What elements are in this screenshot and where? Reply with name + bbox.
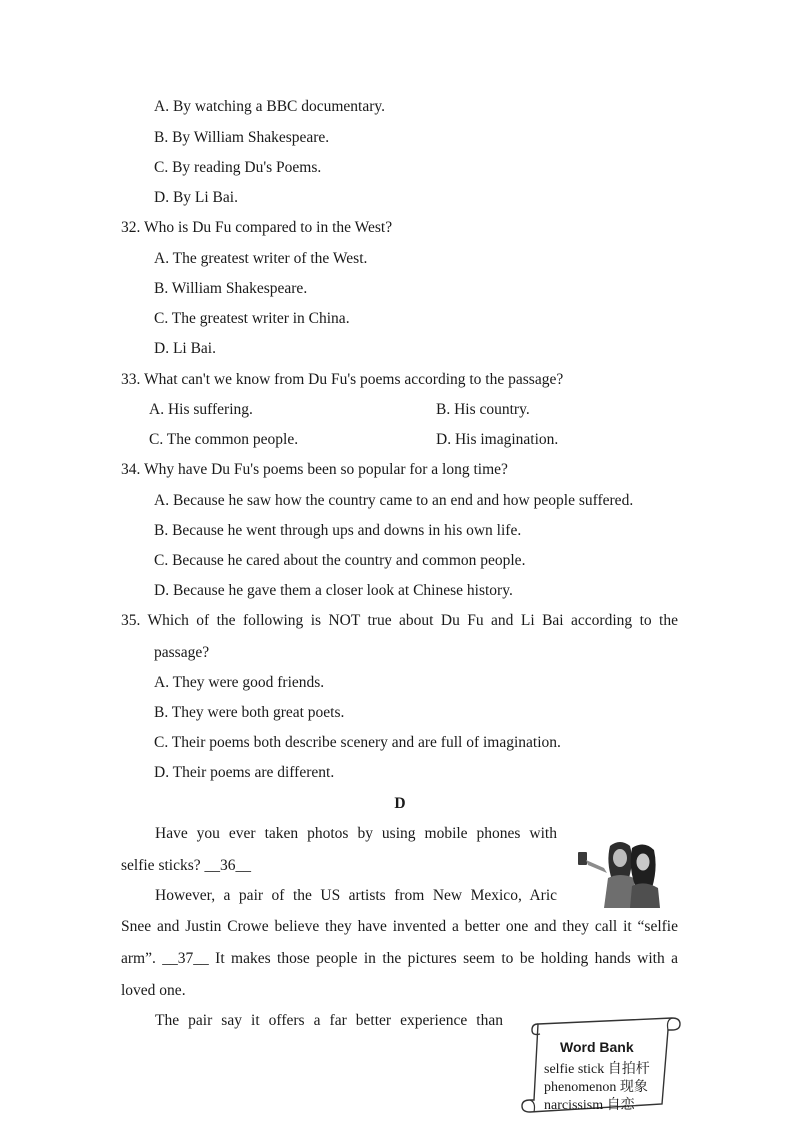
passage-p1-line1: Have you ever taken photos by using mobile phones with bbox=[155, 825, 557, 842]
q34-option-b: B. Because he went through ups and downs in his own life. bbox=[154, 522, 522, 539]
q34-option-c: C. Because he cared about the country and common people. bbox=[154, 552, 526, 569]
q31-option-a: A. By watching a BBC documentary. bbox=[154, 98, 386, 115]
word-bank-item: narcissism 自恋 bbox=[544, 1098, 635, 1113]
q33-option-a: A. His suffering. bbox=[149, 401, 253, 418]
q34-stem: 34. Why have Du Fu's poems been so popular for a long time? bbox=[121, 461, 508, 478]
q31-option-d: D. By Li Bai. bbox=[154, 189, 238, 206]
q34-option-a: A. Because he saw how the country came to an end and how people suffered. bbox=[154, 492, 634, 509]
passage-p2-line3 bbox=[121, 949, 678, 969]
q32-option-a: A. The greatest writer of the West. bbox=[154, 250, 368, 267]
passage-text: arm”. bbox=[121, 950, 163, 967]
word-bank-item: selfie stick 自拍杆 bbox=[544, 1062, 650, 1077]
q35-option-d: D. Their poems are different. bbox=[154, 764, 335, 781]
q32-option-c: C. The greatest writer in China. bbox=[154, 310, 350, 327]
passage-text: It makes those people in the pictures seem to be holding hands with a bbox=[208, 950, 679, 967]
q32-option-b: B. William Shakespeare. bbox=[154, 280, 308, 297]
q32-stem: 32. Who is Du Fu compared to in the West? bbox=[121, 219, 393, 236]
q31-option-c: C. By reading Du's Poems. bbox=[154, 159, 322, 176]
q35-option-c: C. Their poems both describe scenery and are full of imagination. bbox=[154, 734, 561, 751]
blank-37: __37__ bbox=[162, 950, 209, 967]
q35-option-a: A. They were good friends. bbox=[154, 674, 325, 691]
q31-option-b: B. By William Shakespeare. bbox=[154, 129, 330, 146]
passage-p3-line1: The pair say it offers a far better experience than bbox=[155, 1012, 503, 1029]
section-d-heading: D bbox=[394, 795, 406, 812]
q34-option-d: D. Because he gave them a closer look at Chinese history. bbox=[154, 582, 513, 599]
selfie-photo-image bbox=[574, 838, 666, 910]
q35-option-b: B. They were both great poets. bbox=[154, 704, 345, 721]
passage-p2-line1: However, a pair of the US artists from New Mexico, Aric bbox=[155, 887, 557, 904]
passage-p2-line4: loved one. bbox=[121, 982, 186, 999]
passage-text: selfie sticks? bbox=[121, 857, 205, 874]
q33-option-d: D. His imagination. bbox=[436, 431, 559, 448]
q33-option-b: B. His country. bbox=[436, 401, 530, 418]
blank-36: __36__ bbox=[204, 857, 252, 874]
q33-option-c: C. The common people. bbox=[149, 431, 299, 448]
q35-stem-line2: passage? bbox=[154, 644, 210, 661]
passage-p2-line2: Snee and Justin Crowe believe they have invented a better one and they call it “selfie bbox=[121, 918, 678, 935]
q35-stem-line1: 35. Which of the following is NOT true about Du Fu and Li Bai according to the bbox=[121, 612, 678, 629]
q32-option-d: D. Li Bai. bbox=[154, 340, 216, 357]
word-bank-item: phenomenon 现象 bbox=[544, 1080, 648, 1095]
passage-p1-line2 bbox=[121, 856, 251, 876]
word-bank-title: Word Bank bbox=[560, 1039, 634, 1055]
q33-stem: 33. What can't we know from Du Fu's poems according to the passage? bbox=[121, 371, 564, 388]
